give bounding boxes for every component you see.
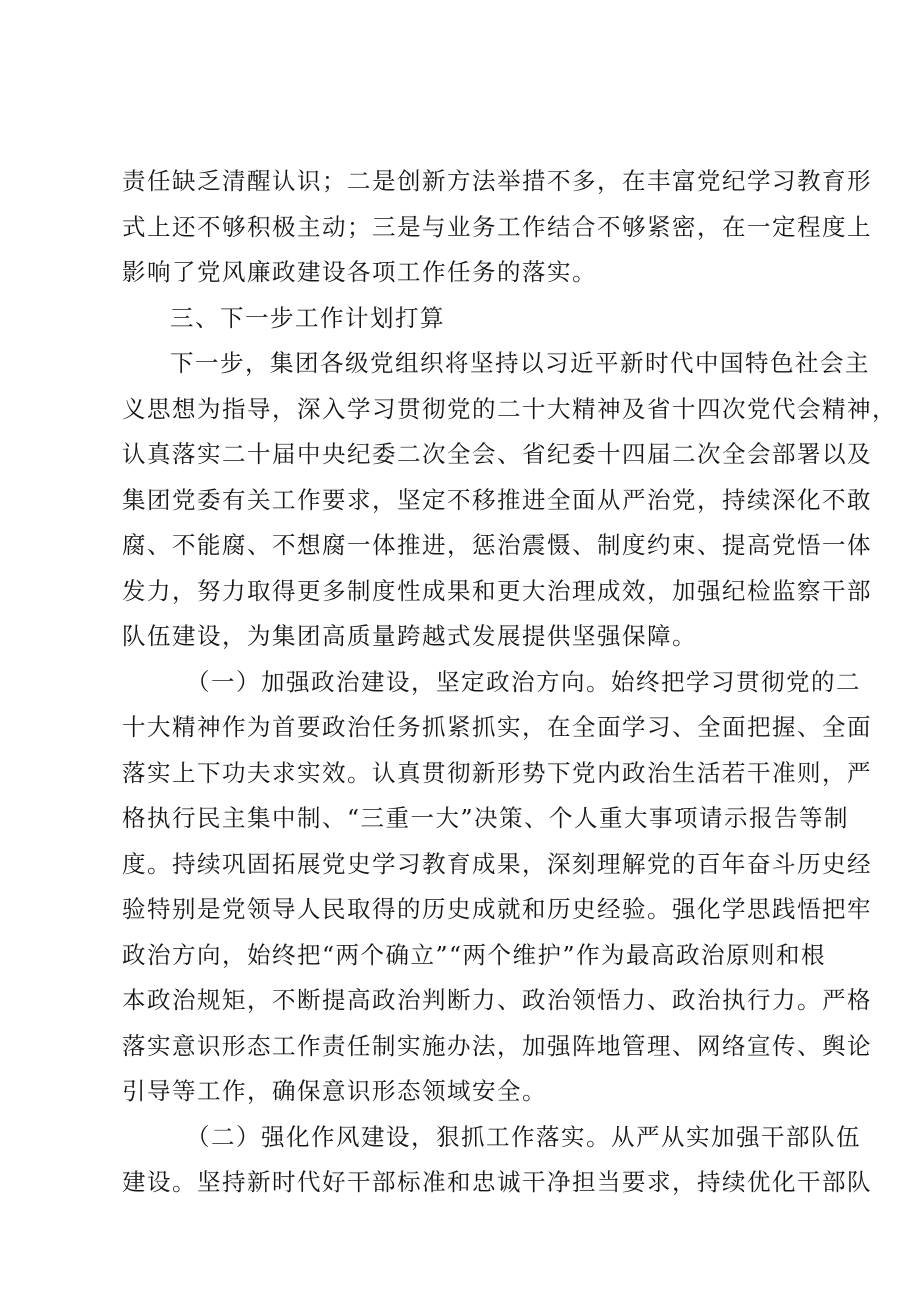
paragraph-line: 建设。坚持新时代好干部标准和忠诚干净担当要求，持续优化干部队	[122, 1168, 872, 1196]
paragraph-line: 下一步，集团各级党组织将坚持以习近平新时代中国特色社会主	[170, 349, 870, 377]
paragraph-line: 引导等工作，确保意识形态领域安全。	[122, 1077, 547, 1105]
paragraph-line: 腐、不能腐、不想腐一体推进，惩治震慑、制度约束、提高党悟一体	[122, 531, 872, 559]
paragraph-line: 落实上下功夫求实效。认真贯彻新形势下党内政治生活若干准则，严	[122, 758, 872, 787]
paragraph-line: 影响了党风廉政建设各项工作任务的落实。	[122, 258, 597, 286]
paragraph-line: 责任缺乏清醒认识；二是创新方法举措不多，在丰富党纪学习教育形	[122, 167, 872, 195]
paragraph-line: 认真落实二十届中央纪委二次全会、省纪委十四届二次全会部署以及	[122, 440, 872, 468]
paragraph-line: 政治方向，始终把“两个确立”“两个维护”作为最高政治原则和根	[122, 940, 827, 969]
paragraph-line: 队伍建设，为集团高质量跨越式发展提供坚强保障。	[122, 622, 697, 650]
paragraph-line: 义思想为指导，深入学习贯彻党的二十大精神及省十四次党代会精神，	[122, 394, 897, 423]
paragraph-line: （一）加强政治建设，坚定政治方向。始终把学习贯彻党的二	[186, 667, 861, 696]
paragraph-line: 十大精神作为首要政治任务抓紧抓实，在全面学习、全面把握、全面	[122, 713, 872, 741]
paragraph-line: 度。持续巩固拓展党史学习教育成果，深刻理解党的百年奋斗历史经	[122, 849, 872, 878]
paragraph-line: （二）强化作风建设，狠抓工作落实。从严从实加强干部队伍	[186, 1122, 861, 1151]
paragraph-line: 式上还不够积极主动；三是与业务工作结合不够紧密，在一定程度上	[122, 212, 872, 241]
section-heading: 三、下一步工作计划打算	[170, 303, 445, 332]
paragraph-line: 格执行民主集中制、“三重一大”决策、个人重大事项请示报告等制	[122, 804, 850, 832]
paragraph-line: 本政治规矩，不断提高政治判断力、政治领悟力、政治执行力。严格	[122, 986, 872, 1014]
paragraph-line: 验特别是党领导人民取得的历史成就和历史经验。强化学思践悟把牢	[122, 895, 872, 923]
document-body	[122, 159, 897, 1206]
paragraph-line: 发力，努力取得更多制度性成果和更大治理成效，加强纪检监察干部	[122, 576, 872, 605]
paragraph-line: 落实意识形态工作责任制实施办法，加强阵地管理、网络宣传、舆论	[122, 1031, 872, 1060]
paragraph-line: 集团党委有关工作要求，坚定不移推进全面从严治党，持续深化不敢	[122, 485, 872, 514]
